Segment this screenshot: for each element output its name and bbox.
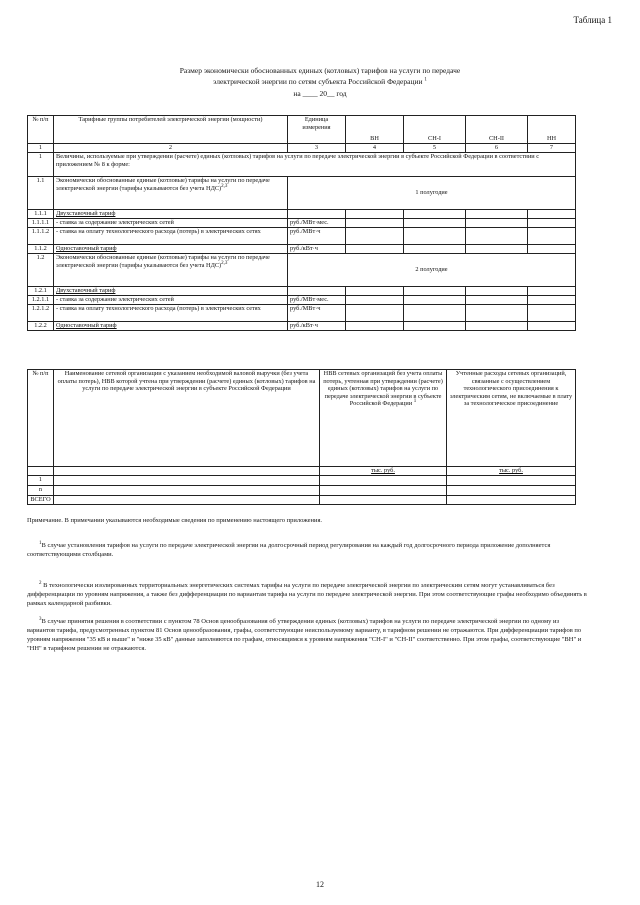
block-text: Экономически обоснованные единые (котловые) тарифы на услуги по передаче электрической энергии (тарифы указываются без учета НДС)$^{2,3}$ <box>54 177 288 210</box>
title-line-2: электрической энергии по сетям субъекта Российской Федерации $^1$ <box>213 77 427 86</box>
header-unit: Единица измерения <box>288 116 346 144</box>
t2-header-num: № п/п <box>28 370 54 467</box>
header-group: Тарифные группы потребителей электрической энергии (мощности) <box>54 116 288 144</box>
empty-cell <box>28 467 54 476</box>
empty-cell <box>320 496 447 505</box>
section-num: 1 <box>28 153 54 177</box>
value-cell <box>404 287 466 296</box>
value-cell <box>346 210 404 219</box>
page-number: 12 <box>316 880 324 889</box>
t2-row-num: n <box>28 486 54 496</box>
index-cell: 3 <box>288 144 346 153</box>
block-text: Экономически обоснованные единые (котловые) тарифы на услуги по передаче электрической энергии (тарифы указываются без учета НДС)$^{2,3}$ <box>54 254 288 287</box>
header-level-sn1: СН-I <box>404 116 466 144</box>
value-cell <box>528 210 576 219</box>
value-cell <box>346 322 404 331</box>
t2-header-name: Наименование сетевой организации с указанием необходимой валовой выручки (без учета оплаты потерь), НВВ которой учтена при утверждении (расчете) единых (котловых) тарифов на услуги по передаче электрической энергии в субъекте Российской Федерации <box>54 370 320 467</box>
value-cell <box>404 296 466 305</box>
index-cell: 5 <box>404 144 466 153</box>
row-unit <box>288 287 346 296</box>
remark: Примечание. В примечании указываются необходимые сведения по применению настоящего приложения. <box>27 517 323 524</box>
index-cell: 7 <box>528 144 576 153</box>
header-level-sn2: СН-II <box>466 116 528 144</box>
row-unit: руб./кВт·ч <box>288 245 346 254</box>
value-cell <box>346 219 404 228</box>
value-cell <box>466 287 528 296</box>
row-num: 1.2.1.1 <box>28 296 54 305</box>
title-line-1: Размер экономически обоснованных единых (котловых) тарифов на услуги по передаче <box>179 66 461 75</box>
row-label: - ставка за содержание электрических сетей <box>54 296 288 305</box>
footnote-2: $^2$ В технологически изолированных территориальных энергетических системах тарифы на услуги по передаче электрической энергии по электрическим сетям могут устанавливаться без дифференциации по уровням напряжения, а также без дифференциации по вариантам тарифа на услуги по передаче электрической энергии. При этом соответствующие графы необходимо объединять в рамках календарной разбивки. <box>27 580 587 607</box>
row-num: 1.2.1.2 <box>28 305 54 322</box>
t2-unit-costs: тыс. руб. <box>447 467 576 476</box>
header-level-nn: НН <box>528 116 576 144</box>
t2-row-num: 1 <box>28 476 54 486</box>
t2-total-label: ВСЕГО <box>28 496 54 505</box>
t2-header-costs: Учтенные расходы сетевых организаций, связанные с осуществлением технологического присоединения к электрическим сетям, не включаемые в плату за технологическое присоединение <box>447 370 576 467</box>
value-cell <box>346 245 404 254</box>
value-cell <box>466 245 528 254</box>
row-label: Двухставочный тариф <box>54 210 288 219</box>
value-cell <box>466 219 528 228</box>
value-cell <box>466 296 528 305</box>
tariff-table <box>27 115 576 331</box>
value-cell <box>404 322 466 331</box>
t2-unit-nvv: тыс. руб. <box>320 467 447 476</box>
network-organizations-table <box>27 369 576 505</box>
row-unit: руб./кВт·ч <box>288 322 346 331</box>
value-cell <box>404 245 466 254</box>
period-label: 2 полугодие <box>288 254 576 287</box>
block-num: 1.1 <box>28 177 54 210</box>
value-cell <box>346 305 404 322</box>
empty-cell <box>447 476 576 486</box>
value-cell <box>404 305 466 322</box>
row-num: 1.1.1.2 <box>28 228 54 245</box>
row-num: 1.1.1 <box>28 210 54 219</box>
value-cell <box>346 296 404 305</box>
row-num: 1.2.1 <box>28 287 54 296</box>
row-label: - ставка на оплату технологического расхода (потерь) в электрических сетях <box>54 228 288 245</box>
row-label: Двухставочный тариф <box>54 287 288 296</box>
section-text: Величины, используемые при утверждении (расчете) единых (котловых) тарифов на услуги по передаче электрической энергии в субъекте Российской Федерации в соответствии с приложением № 8 к форме: <box>54 153 576 177</box>
value-cell <box>466 210 528 219</box>
row-unit: руб./МВт·мес. <box>288 296 346 305</box>
empty-cell <box>447 486 576 496</box>
footnote-1: $^1$В случае установления тарифов на услуги по передаче электрической энергии на долгосрочный период регулирования на каждый год долгосрочного периода приложение дополняется соответствующими столбцами. <box>27 540 551 558</box>
empty-cell <box>320 476 447 486</box>
value-cell <box>528 287 576 296</box>
value-cell <box>466 305 528 322</box>
row-unit: руб./МВт·ч <box>288 228 346 245</box>
empty-cell <box>54 476 320 486</box>
index-cell: 6 <box>466 144 528 153</box>
t2-header-nvv: НВВ сетевых организаций без учета оплаты потерь, учтенная при утверждении (расчете) единых (котловых) тарифов на услуги по передаче электрической энергии в субъекте Российской Федерации $^1$ <box>320 370 447 467</box>
table-label: Таблица 1 <box>573 15 612 25</box>
row-num: 1.1.1.1 <box>28 219 54 228</box>
header-num: № п/п <box>28 116 54 144</box>
index-cell: 2 <box>54 144 288 153</box>
empty-cell <box>447 496 576 505</box>
row-unit: руб./МВт·мес. <box>288 219 346 228</box>
row-label: Одноставочный тариф <box>54 245 288 254</box>
value-cell <box>466 322 528 331</box>
row-label: - ставка за содержание электрических сетей <box>54 219 288 228</box>
empty-cell <box>54 496 320 505</box>
row-unit <box>288 210 346 219</box>
value-cell <box>404 210 466 219</box>
header-level-vn: ВН <box>346 116 404 144</box>
title-line-3: на ____ 20__ год <box>293 89 347 98</box>
value-cell <box>404 219 466 228</box>
period-label: 1 полугодие <box>288 177 576 210</box>
index-cell: 4 <box>346 144 404 153</box>
value-cell <box>346 228 404 245</box>
value-cell <box>528 228 576 245</box>
block-num: 1.2 <box>28 254 54 287</box>
value-cell <box>528 245 576 254</box>
value-cell <box>528 219 576 228</box>
empty-cell <box>54 486 320 496</box>
empty-cell <box>54 467 320 476</box>
value-cell <box>528 322 576 331</box>
row-num: 1.2.2 <box>28 322 54 331</box>
value-cell <box>528 296 576 305</box>
empty-cell <box>320 486 447 496</box>
value-cell <box>346 287 404 296</box>
row-num: 1.1.2 <box>28 245 54 254</box>
value-cell <box>466 228 528 245</box>
row-label: Одноставочный тариф <box>54 322 288 331</box>
value-cell <box>528 305 576 322</box>
row-label: - ставка на оплату технологического расхода (потерь) в электрических сетях <box>54 305 288 322</box>
value-cell <box>404 228 466 245</box>
index-cell: 1 <box>28 144 54 153</box>
row-unit: руб./МВт·ч <box>288 305 346 322</box>
footnote-3: $^3$В случае принятия решения в соответствии с пунктом 78 Основ ценообразования об утверждении единых (котловых) тарифов на услуги по передаче электрической энергии по одному из вариантов тарифа, предусмотренных пунктом 81 Основ ценообразования, графы, соответствующие неиспользуемому варианту, в тарифном решении не отражаются. При дифференциации тарифов по уровням напряжения "35 кВ и выше" и "ниже 35 кВ" данные заполняются по графам, относящимся к уровням напряжения "СН-I" и "СН-II" соответственно. При этом графы, соответствующие "ВН" и "НН" в тарифном решении не отражаются. <box>27 616 582 652</box>
